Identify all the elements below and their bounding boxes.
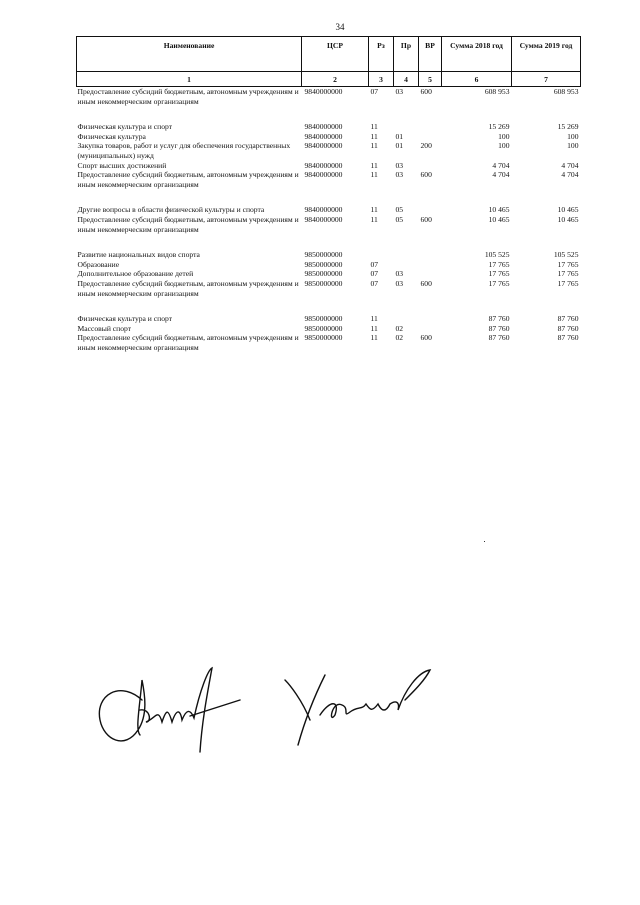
row-name: Закупка товаров, работ и услуг для обеспечения государственных (муниципальных) нужд <box>77 141 291 160</box>
row-csr: 9850000000 <box>304 250 343 260</box>
row-vr: 600 <box>420 278 432 288</box>
row-rz <box>369 250 394 260</box>
row-rz: 11 <box>370 170 378 180</box>
row-sum-2019: 10 465 <box>557 214 579 224</box>
table-row <box>77 132 581 142</box>
row-sum-2018: 10 465 <box>488 214 510 224</box>
row-sum-2019: 87 760 <box>557 314 579 324</box>
row-csr: 9840000000 <box>304 122 343 132</box>
row-pr: 03 <box>395 269 404 279</box>
row-pr: 02 <box>395 323 404 333</box>
row-name: Предоставление субсидий бюджетным, автономным учреждениям и иным некоммерческим организациям <box>77 333 299 352</box>
row-name: Предоставление субсидий бюджетным, автономным учреждениям и иным некоммерческим организациям <box>77 214 299 234</box>
row-rz: 11 <box>370 122 378 132</box>
group-spacer <box>77 298 581 314</box>
row-vr: 600 <box>420 214 432 224</box>
row-csr: 9840000000 <box>304 205 343 215</box>
table-row <box>77 260 581 270</box>
row-rz: 11 <box>370 131 378 141</box>
row-sum-2018: 87 760 <box>488 323 510 333</box>
row-csr: 9840000000 <box>304 214 343 224</box>
row-pr: 03 <box>395 170 404 180</box>
row-sum-2019: 100 <box>567 141 579 151</box>
row-sum-2019: 10 465 <box>557 205 579 215</box>
row-rz: 11 <box>370 205 378 215</box>
row-sum-2018: 87 760 <box>488 314 510 324</box>
row-pr: 02 <box>395 333 404 343</box>
row-name: Предоставление субсидий бюджетным, автономным учреждениям и иным некоммерческим организациям <box>77 87 299 106</box>
table-row <box>77 324 581 334</box>
row-name: Физическая культура <box>77 131 146 141</box>
row-pr: 01 <box>395 141 404 151</box>
row-name: Физическая культура и спорт <box>77 314 173 324</box>
row-sum-2019: 608 953 <box>553 87 579 96</box>
table-row <box>77 333 581 352</box>
signature-right <box>280 660 450 750</box>
row-csr: 9840000000 <box>304 141 343 151</box>
row-sum-2019: 15 269 <box>557 122 579 132</box>
table-row <box>77 87 581 107</box>
table-row <box>77 215 581 234</box>
row-sum-2019: 17 765 <box>557 278 579 288</box>
row-name: Дополнительное образование детей <box>77 269 194 279</box>
index-cell: 7 <box>512 72 581 87</box>
row-csr: 9850000000 <box>304 259 343 269</box>
row-sum-2018: 17 765 <box>488 278 510 288</box>
row-name: Другие вопросы в области физической культуры и спорта <box>77 205 265 215</box>
row-name: Образование <box>77 259 120 269</box>
row-rz: 11 <box>370 141 378 151</box>
row-vr <box>419 205 442 215</box>
row-sum-2018: 4 704 <box>492 170 510 180</box>
row-vr: 600 <box>420 333 432 343</box>
header-csr: ЦСР <box>302 37 369 72</box>
stray-dot <box>484 541 485 542</box>
group-spacer <box>77 106 581 122</box>
row-pr <box>394 260 419 270</box>
row-sum-2019: 100 <box>567 131 579 141</box>
row-vr <box>419 122 442 132</box>
row-sum-2018: 100 <box>498 131 510 141</box>
table-row <box>77 279 581 298</box>
row-vr <box>419 260 442 270</box>
row-rz: 07 <box>370 87 379 96</box>
row-csr: 9850000000 <box>304 314 343 324</box>
row-name: Спорт высших достижений <box>77 160 167 170</box>
row-sum-2019: 4 704 <box>561 160 579 170</box>
signature-left <box>90 660 250 760</box>
group-spacer <box>77 234 581 250</box>
group-spacer <box>77 189 581 205</box>
row-vr: 600 <box>420 87 432 96</box>
header-sum-2019: Сумма 2019 год <box>512 37 581 72</box>
table-row <box>77 205 581 215</box>
row-pr: 05 <box>395 205 404 215</box>
row-sum-2018: 100 <box>498 141 510 151</box>
table-header-row <box>77 37 581 72</box>
header-vr: ВР <box>419 37 442 72</box>
row-vr <box>419 132 442 142</box>
index-cell: 6 <box>442 72 512 87</box>
row-csr: 9850000000 <box>304 333 343 343</box>
row-sum-2019: 87 760 <box>557 333 579 343</box>
table-row <box>77 250 581 260</box>
index-cell: 1 <box>77 72 302 87</box>
row-rz: 07 <box>370 259 379 269</box>
table-row <box>77 141 581 160</box>
row-pr <box>394 314 419 324</box>
row-sum-2018: 15 269 <box>488 122 510 132</box>
row-sum-2018: 105 525 <box>484 250 510 260</box>
row-pr: 05 <box>395 214 404 224</box>
row-sum-2018: 17 765 <box>488 269 510 279</box>
budget-table <box>76 36 581 352</box>
row-pr <box>394 250 419 260</box>
row-csr: 9840000000 <box>304 87 343 96</box>
row-vr <box>419 314 442 324</box>
row-sum-2018: 17 765 <box>488 259 510 269</box>
table-row <box>77 161 581 171</box>
row-name: Физическая культура и спорт <box>77 122 173 132</box>
row-name: Предоставление субсидий бюджетным, автономным учреждениям и иным некоммерческим организациям <box>77 170 299 189</box>
row-csr: 9850000000 <box>304 323 343 333</box>
index-cell: 5 <box>419 72 442 87</box>
row-rz: 07 <box>370 269 379 279</box>
row-rz: 11 <box>370 160 378 170</box>
row-csr: 9840000000 <box>304 170 343 180</box>
row-sum-2018: 87 760 <box>488 333 510 343</box>
row-rz: 11 <box>370 323 378 333</box>
header-name: Наименование <box>77 37 302 72</box>
row-sum-2018: 608 953 <box>484 87 510 96</box>
row-csr: 9840000000 <box>304 131 343 141</box>
row-name: Предоставление субсидий бюджетным, автономным учреждениям и иным некоммерческим организациям <box>77 278 299 298</box>
table-body <box>77 87 581 353</box>
row-vr <box>419 250 442 260</box>
row-sum-2019: 17 765 <box>557 259 579 269</box>
row-sum-2019: 105 525 <box>553 250 579 260</box>
row-sum-2018: 10 465 <box>488 205 510 215</box>
row-pr: 03 <box>395 160 404 170</box>
table-index-row <box>77 72 581 87</box>
row-name: Массовый спорт <box>77 323 132 333</box>
row-vr: 200 <box>420 141 432 151</box>
row-sum-2018: 4 704 <box>492 160 510 170</box>
row-rz: 07 <box>370 278 379 288</box>
row-vr: 600 <box>420 170 432 180</box>
row-csr: 9850000000 <box>304 278 343 288</box>
row-name: Развитие национальных видов спорта <box>77 250 200 260</box>
index-cell: 3 <box>369 72 394 87</box>
header-pr: Пр <box>394 37 419 72</box>
index-cell: 4 <box>394 72 419 87</box>
row-rz: 11 <box>370 333 378 343</box>
row-sum-2019: 17 765 <box>557 269 579 279</box>
header-sum-2018: Сумма 2018 год <box>442 37 512 72</box>
header-rz: Рз <box>369 37 394 72</box>
row-csr: 9850000000 <box>304 269 343 279</box>
table-row <box>77 122 581 132</box>
row-pr: 01 <box>395 131 404 141</box>
table-row <box>77 170 581 189</box>
row-csr: 9840000000 <box>304 160 343 170</box>
row-pr: 03 <box>395 87 404 96</box>
index-cell: 2 <box>302 72 369 87</box>
row-vr <box>419 161 442 171</box>
table-row <box>77 269 581 279</box>
page-number: 34 <box>335 22 345 32</box>
row-sum-2019: 87 760 <box>557 323 579 333</box>
row-pr: 03 <box>395 278 404 288</box>
row-rz: 11 <box>370 314 378 324</box>
row-vr <box>419 269 442 279</box>
table-row <box>77 314 581 324</box>
row-vr <box>419 324 442 334</box>
row-rz: 11 <box>370 214 378 224</box>
row-sum-2019: 4 704 <box>561 170 579 180</box>
row-pr <box>394 122 419 132</box>
